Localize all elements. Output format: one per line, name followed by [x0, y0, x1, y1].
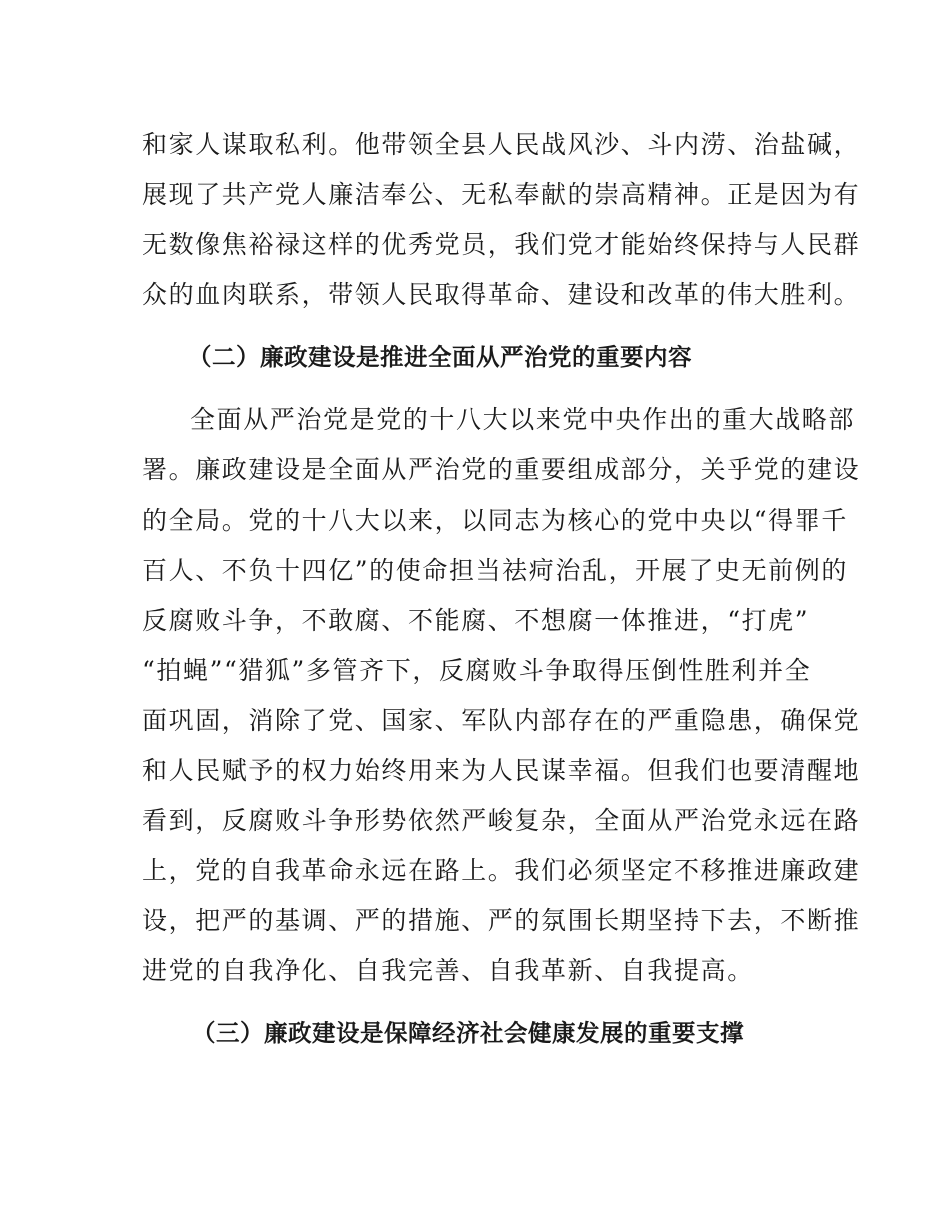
text-line: 署。廉政建设是全面从严治党的重要组成部分，关乎党的建设 — [142, 455, 861, 484]
text-line: 的全局。党的十八大以来，以同志为核心的党中央以“得罪千 — [142, 506, 848, 535]
text-line: 看到，反腐败斗争形势依然严峻复杂，全面从严治党永远在路 — [142, 806, 861, 835]
text-line: “拍蝇”“猎狐”多管齐下，反腐败斗争取得压倒性胜利并全 — [142, 656, 812, 685]
text-line: 和家人谋取私利。他带领全县人民战风沙、斗内涝、治盐碱， — [142, 130, 861, 159]
text-line: 反腐败斗争，不敢腐、不能腐、不想腐一体推进，“打虎” — [142, 606, 810, 635]
text-line: 展现了共产党人廉洁奉公、无私奉献的崇高精神。正是因为有 — [142, 180, 861, 209]
section-heading: （三）廉政建设是保障经济社会健康发展的重要支撑 — [192, 1019, 744, 1047]
text-line: 全面从严治党是党的十八大以来党中央作出的重大战略部 — [190, 405, 856, 434]
text-line: 百人、不负十四亿”的使命担当祛疴治乱，开展了史无前例的 — [142, 556, 848, 585]
text-line: 设，把严的基调、严的措施、严的氛围长期坚持下去，不断推 — [142, 906, 861, 935]
text-line: 无数像焦裕禄这样的优秀党员，我们党才能始终保持与人民群 — [142, 230, 861, 259]
text-line: 上，党的自我革命永远在路上。我们必须坚定不移推进廉政建 — [142, 856, 861, 885]
text-line: 面巩固，消除了党、国家、军队内部存在的严重隐患，确保党 — [142, 706, 861, 735]
text-line: 和人民赋予的权力始终用来为人民谋幸福。但我们也要清醒地 — [142, 756, 861, 785]
section-heading: （二）廉政建设是推进全面从严治党的重要内容 — [188, 343, 692, 371]
text-line: 众的血肉联系，带领人民取得革命、建设和改革的伟大胜利。 — [142, 280, 861, 309]
text-line: 进党的自我净化、自我完善、自我革新、自我提高。 — [142, 956, 754, 985]
